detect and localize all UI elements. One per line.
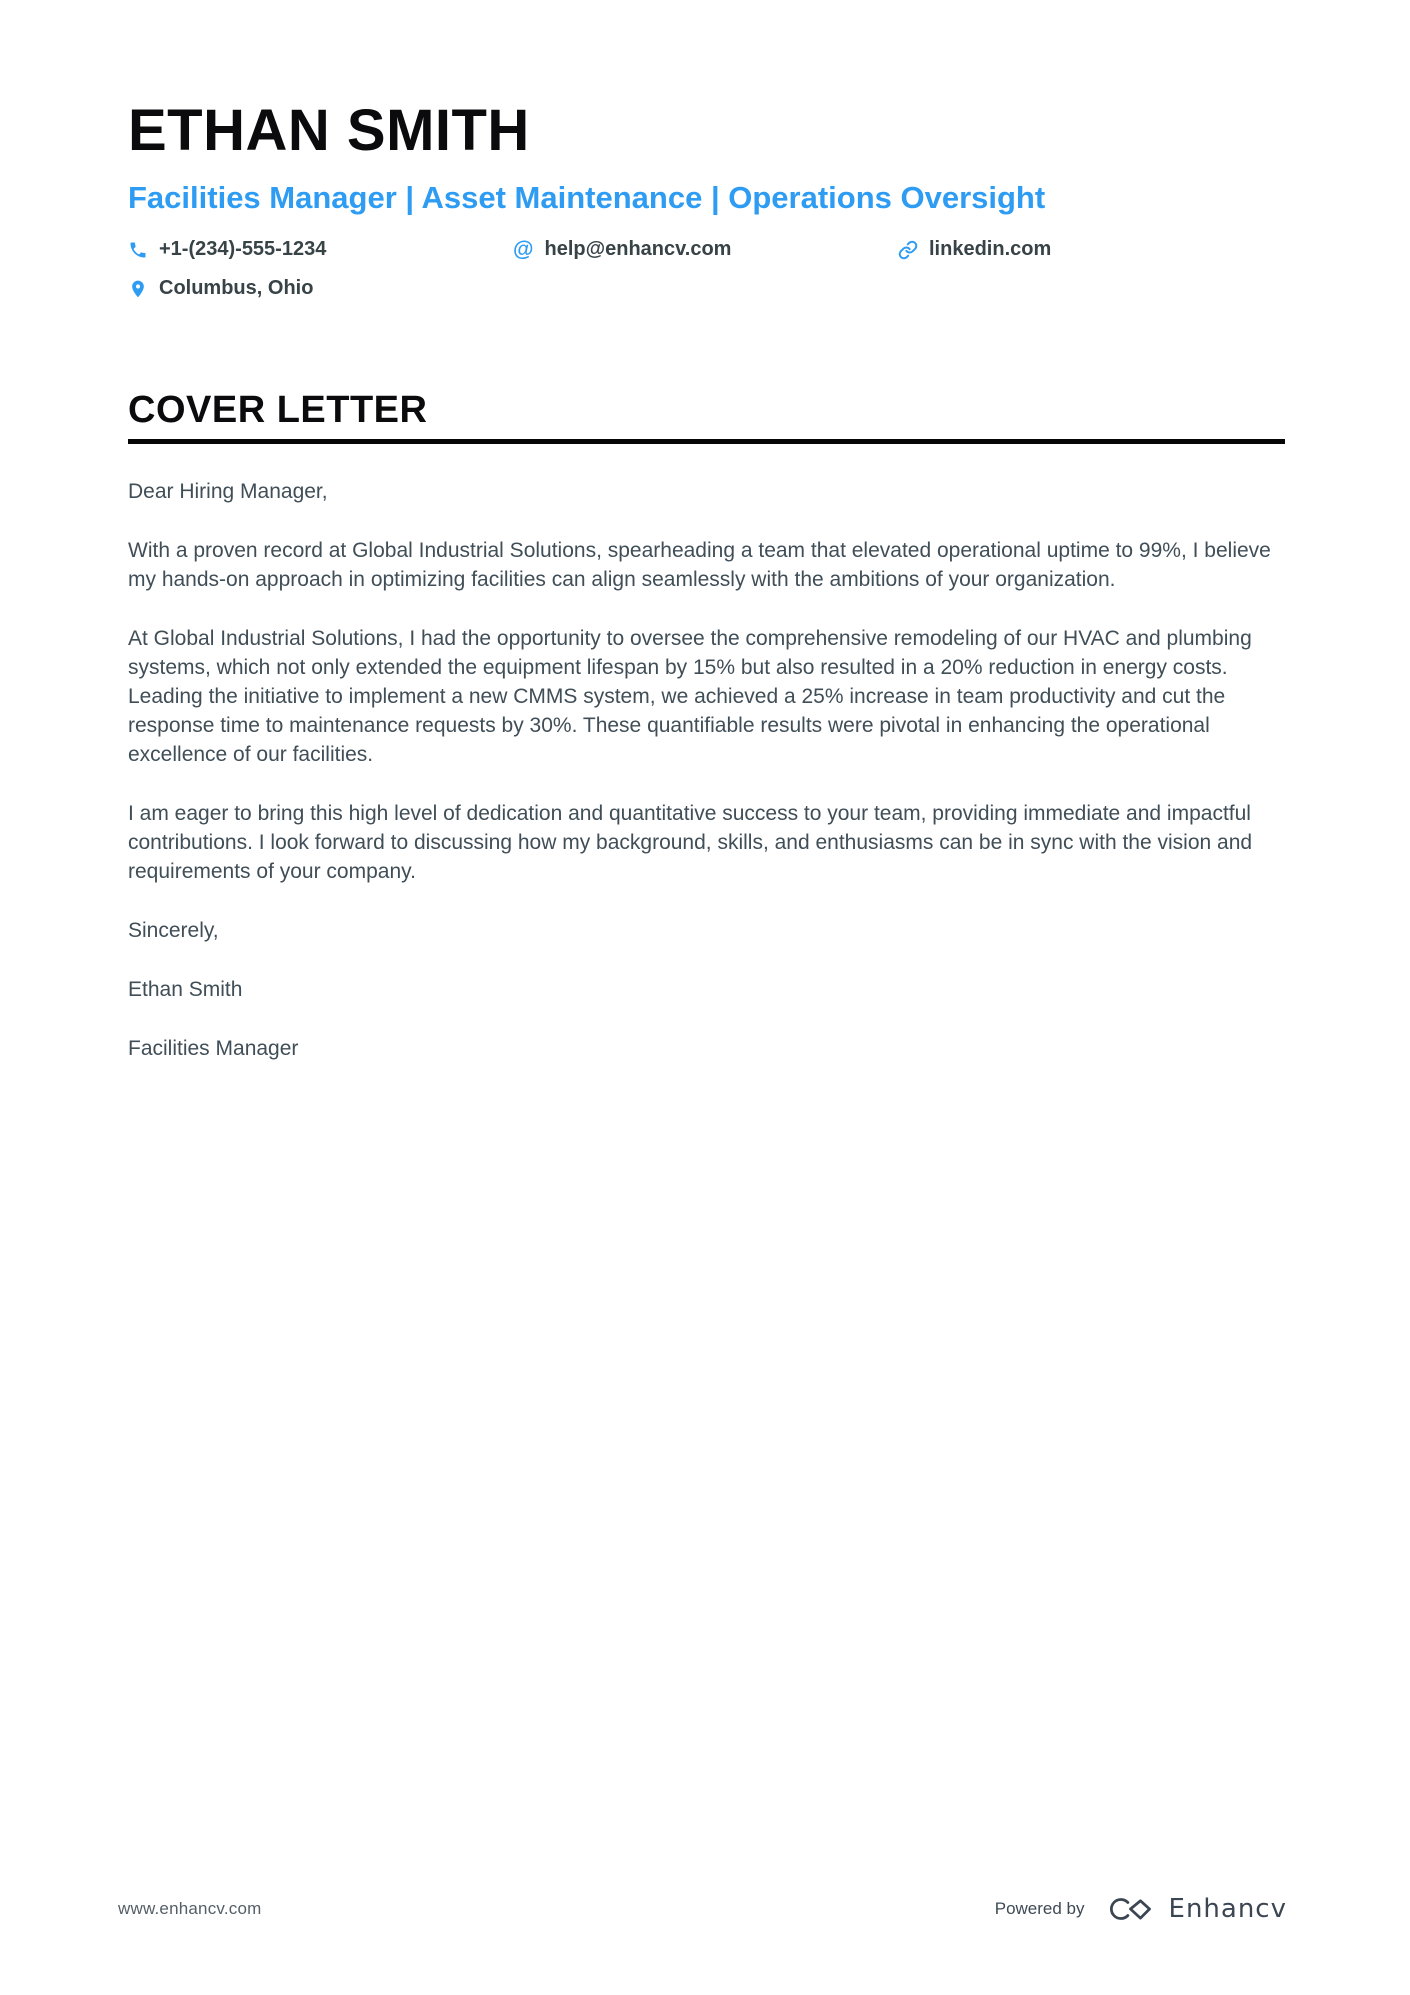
- section-title: COVER LETTER: [128, 388, 1285, 444]
- paragraph-closing: I am eager to bring this high level of dedication and quantitative success to your team, providing immediate and impactful contributions. I look forward to discussing how my background, skills, and enthusiasms can be in sync with the vision and requirements of your company.: [128, 802, 1253, 883]
- letter-body: [128, 477, 1285, 1063]
- contact-linkedin[interactable]: [898, 238, 1051, 261]
- contact-location: [128, 277, 313, 300]
- paragraph-intro: With a proven record at Global Industrial Solutions, spearheading a team that elevated operational uptime to 99%, I believe my hands-on approach in optimizing facilities can align seamlessly with the ambitions of your organization.: [128, 539, 1271, 591]
- signoff-sincerely: Sincerely,: [128, 919, 219, 942]
- location-row: [128, 277, 1285, 300]
- link-icon: [898, 240, 918, 260]
- powered-by-label: Powered by: [994, 1899, 1085, 1918]
- enhancv-logo-icon: [1101, 1893, 1153, 1925]
- person-name: ETHAN SMITH: [128, 98, 530, 163]
- signoff-name: Ethan Smith: [128, 978, 243, 1001]
- footer: [118, 1893, 1287, 1925]
- header: [128, 0, 1285, 300]
- signoff-title: Facilities Manager: [128, 1037, 299, 1060]
- contact-row: [128, 238, 1285, 261]
- email-address: help@enhancv.com: [544, 238, 732, 260]
- footer-site-url[interactable]: www.enhancv.com: [118, 1899, 262, 1918]
- enhancv-wordmark: Enhancv: [1168, 1894, 1287, 1924]
- location-pin-icon: [128, 279, 148, 299]
- phone-number: +1-(234)-555-1234: [159, 238, 327, 260]
- at-icon: @: [513, 237, 534, 261]
- location-text: Columbus, Ohio: [159, 277, 314, 299]
- paragraph-experience: At Global Industrial Solutions, I had the opportunity to oversee the comprehensive remodeling of our HVAC and plumbing systems, which not only extended the equipment lifespan by 15% but also resulted in a 20% reduction in energy costs. Leading the initiative to implement a new CMMS system, we achieved a 25% increase in team productivity and cut the response time to maintenance requests by 30%. These quantifiable results were pivotal in enhancing the operational excellence of our facilities.: [128, 627, 1252, 766]
- powered-by-block[interactable]: [995, 1893, 1287, 1925]
- contact-phone[interactable]: [128, 238, 513, 261]
- cover-letter-section: [128, 388, 1285, 1063]
- linkedin-url: linkedin.com: [929, 238, 1052, 260]
- phone-icon: [128, 240, 148, 260]
- contact-email[interactable]: [513, 238, 898, 261]
- paragraph-salutation: Dear Hiring Manager,: [128, 480, 328, 503]
- person-job-title: Facilities Manager | Asset Maintenance | Operations Oversight: [128, 180, 1046, 215]
